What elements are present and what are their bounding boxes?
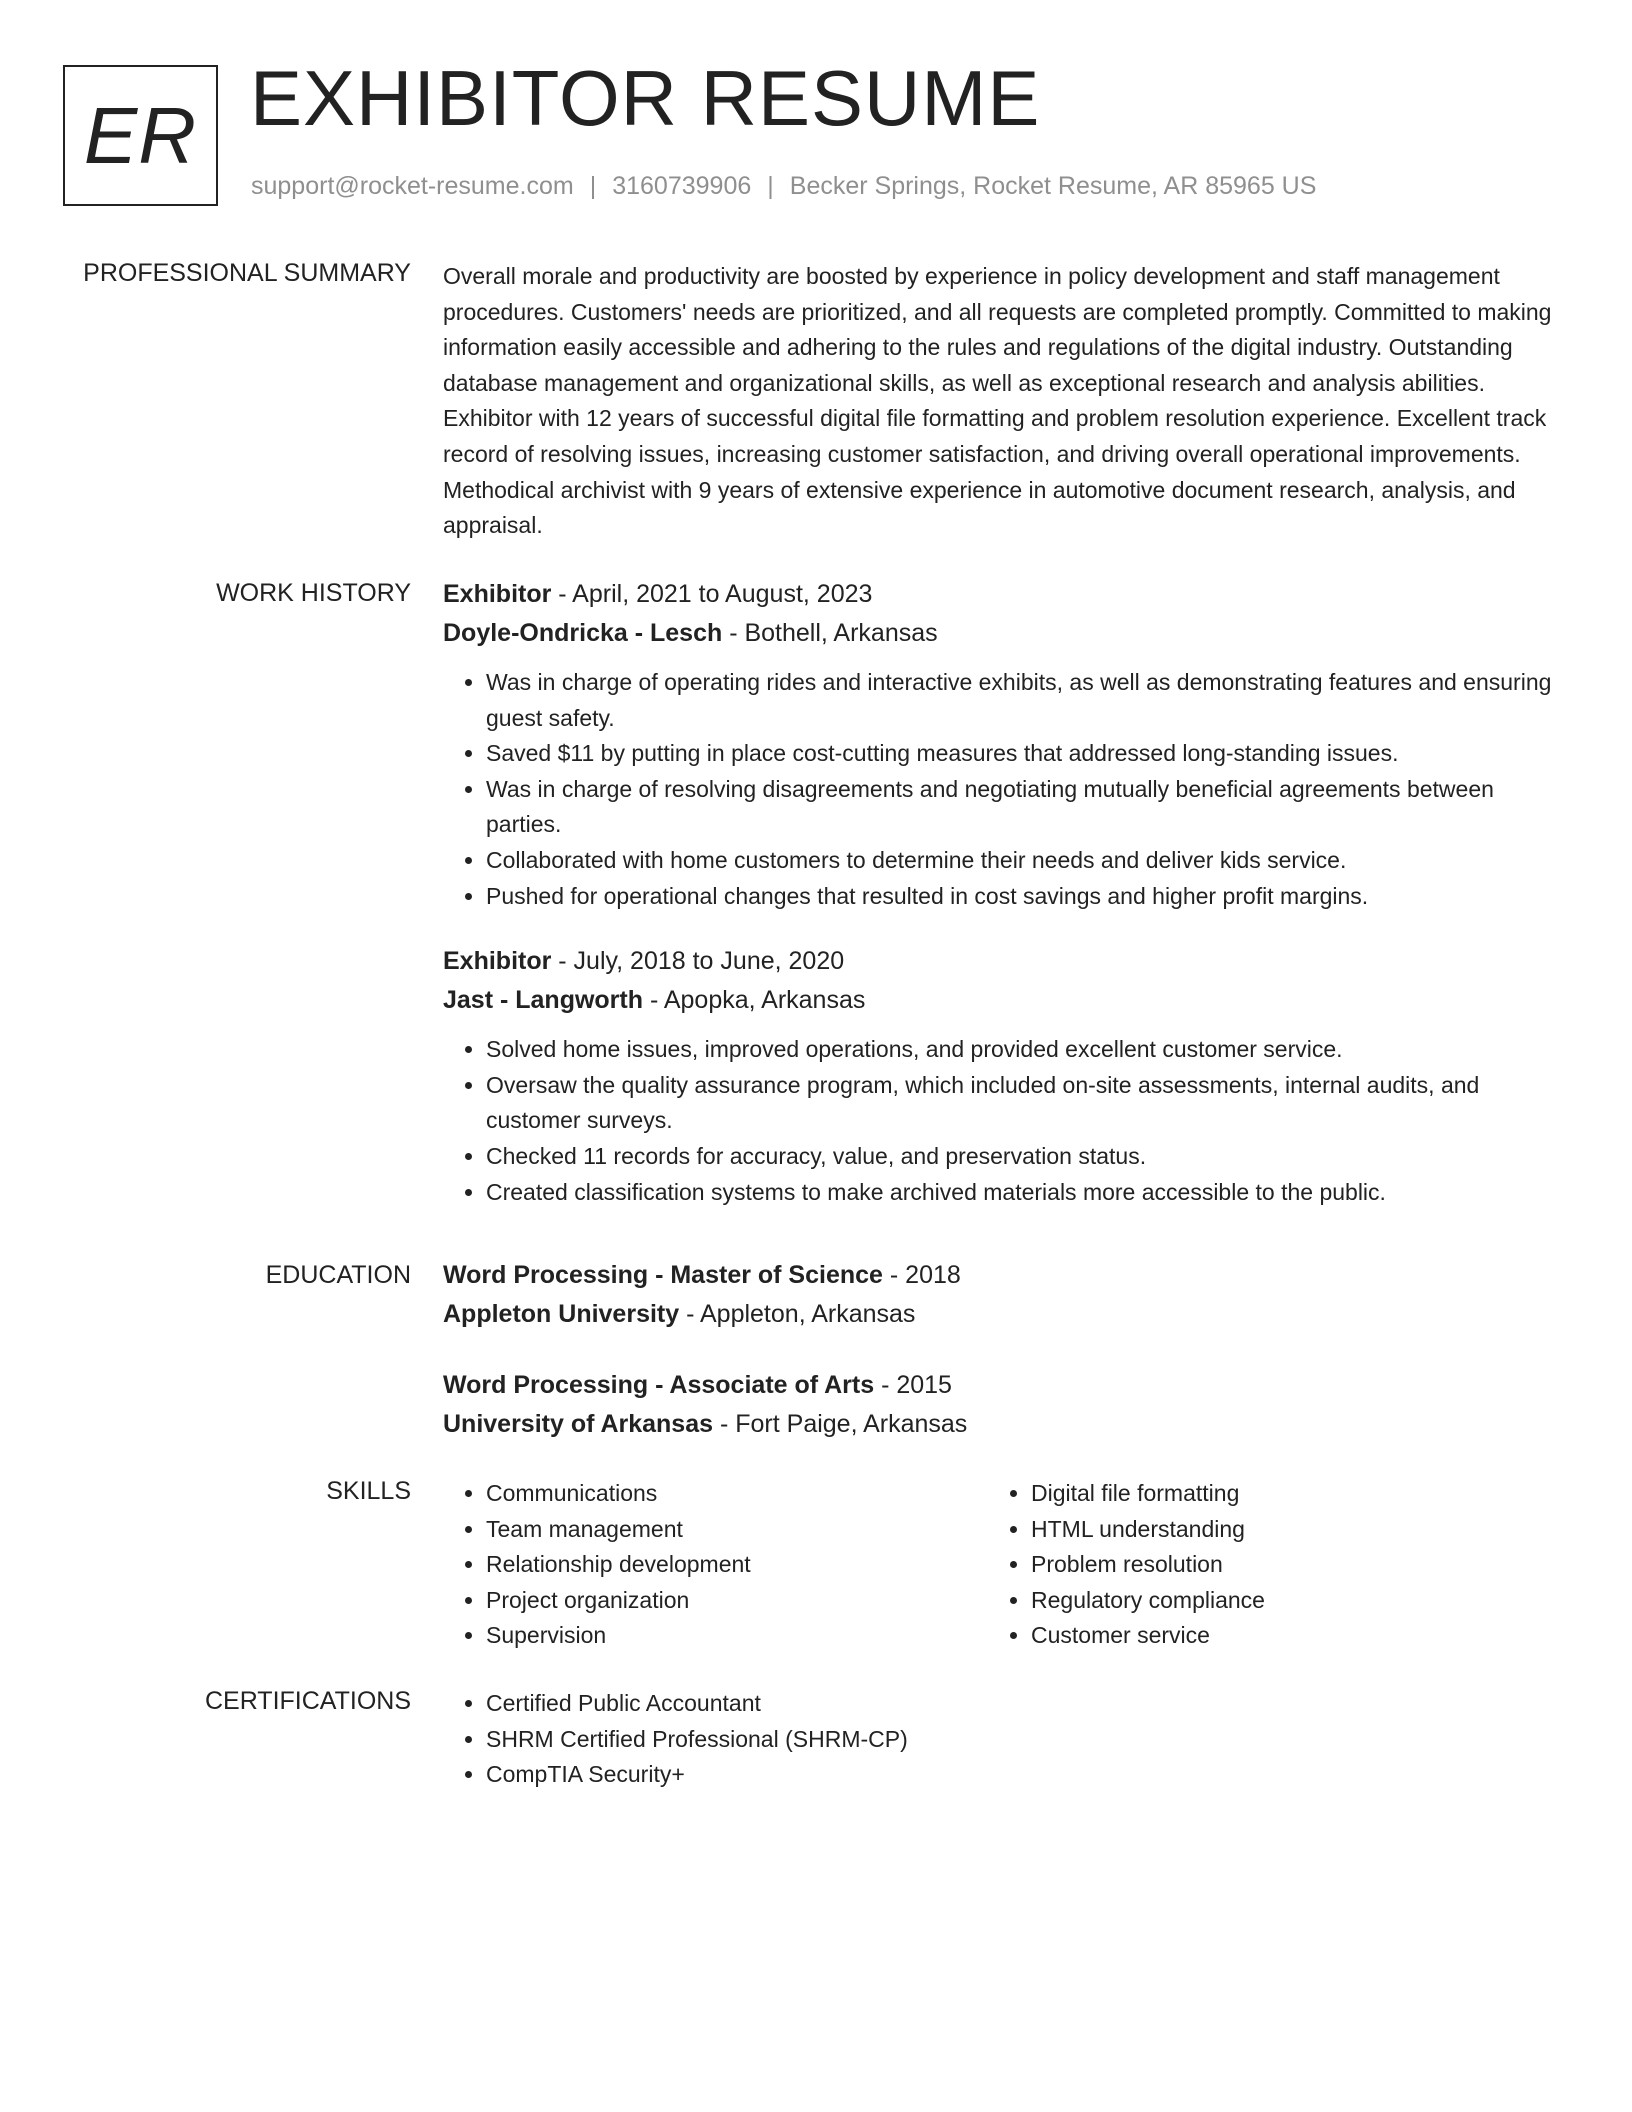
job-bullet: • Created classification systems to make archived materials more accessible to the public. <box>486 1175 1555 1211</box>
education-school-line <box>443 1295 1555 1334</box>
skill-item: • HTML understanding <box>1031 1512 1533 1548</box>
skills-heading: SKILLS <box>326 1477 411 1505</box>
summary-text: Overall morale and productivity are boosted by experience in policy development and staff management procedures. Customers' needs are prioritized, and all requests are completed promptly. Committed to making information easily accessible and adhering to the rules and regulations of the digital industry. Outstanding database management and organizational skills, as well as exceptional research and analysis abilities. Exhibitor with 12 years of successful digital file formatting and problem resolution experience. Excellent track record of resolving issues, increasing customer satisfaction, and driving overall operational improvements. Methodical archivist with 9 years of extensive experience in automotive document research, analysis, and appraisal. <box>443 263 1552 539</box>
skill-item: • Regulatory compliance <box>1031 1583 1533 1619</box>
skills-grid <box>443 1476 1555 1654</box>
skills-body <box>443 1476 1555 1654</box>
education-location: - Fort Paige, Arkansas <box>713 1410 968 1438</box>
education-degree: Word Processing - Master of Science <box>443 1261 883 1289</box>
education-heading: EDUCATION <box>265 1261 411 1289</box>
job-title-line <box>443 575 1555 614</box>
work-history-body <box>443 575 1555 1210</box>
skill-item: • Team management <box>486 1512 988 1548</box>
skills-column-left <box>443 1476 988 1654</box>
monogram-box <box>63 65 218 206</box>
skill-item: • Communications <box>486 1476 988 1512</box>
certifications-body <box>443 1686 1555 1793</box>
job-location: - Apopka, Arkansas <box>643 986 866 1015</box>
job-bullet: • Collaborated with home customers to determine their needs and deliver kids service. <box>486 843 1555 879</box>
monogram-initials: ER <box>83 90 198 180</box>
education-degree-line <box>443 1256 1555 1295</box>
contact-address: Becker Springs, Rocket Resume, AR 85965 US <box>789 172 1317 200</box>
skills-list-right <box>988 1476 1533 1654</box>
job-bullet: • Checked 11 records for accuracy, value, and preservation status. <box>486 1139 1555 1175</box>
job-title: Exhibitor <box>443 580 552 608</box>
job-bullet: • Oversaw the quality assurance program, which included on-site assessments, internal audits, and customer surveys. <box>486 1068 1555 1139</box>
skill-item: • Project organization <box>486 1583 988 1619</box>
job-location: - Bothell, Arkansas <box>722 619 938 647</box>
skill-item: • Customer service <box>1031 1618 1533 1654</box>
certification-item: • Certified Public Accountant <box>486 1686 1555 1722</box>
education-degree: Word Processing - Associate of Arts <box>443 1371 875 1399</box>
job-company-line <box>443 614 1555 653</box>
education-school: Appleton University <box>443 1300 680 1328</box>
job-title: Exhibitor <box>443 947 552 976</box>
job-entry <box>443 575 1555 914</box>
job-bullet: • Solved home issues, improved operations, and provided excellent customer service. <box>486 1032 1555 1068</box>
job-bullets <box>443 1032 1555 1210</box>
certifications-heading: CERTIFICATIONS <box>204 1687 411 1715</box>
education-school: University of Arkansas <box>443 1410 714 1438</box>
education-degree-line <box>443 1366 1555 1405</box>
contact-separator: | <box>767 172 774 200</box>
skill-item: • Relationship development <box>486 1547 988 1583</box>
job-bullet: • Was in charge of operating rides and interactive exhibits, as well as demonstrating features and ensuring guest safety. <box>486 665 1555 736</box>
job-dates: - July, 2018 to June, 2020 <box>551 947 845 976</box>
education-year: - 2018 <box>882 1261 961 1289</box>
summary-heading: PROFESSIONAL SUMMARY <box>83 259 411 287</box>
job-company: Doyle-Ondricka - Lesch <box>443 619 723 647</box>
contact-email: support@rocket-resume.com <box>251 172 574 200</box>
job-bullet: • Pushed for operational changes that resulted in cost savings and higher profit margins. <box>486 879 1555 915</box>
contact-separator: | <box>589 172 597 200</box>
job-bullet: • Saved $11 by putting in place cost-cutting measures that addressed long-standing issues. <box>486 736 1555 772</box>
education-location: - Appleton, Arkansas <box>679 1300 916 1328</box>
work-history-heading: WORK HISTORY <box>216 579 411 607</box>
certification-item: • SHRM Certified Professional (SHRM-CP) <box>486 1722 1555 1758</box>
education-school-line <box>443 1405 1555 1444</box>
skill-item: • Supervision <box>486 1618 988 1654</box>
education-entry <box>443 1366 1555 1444</box>
education-year: - 2015 <box>874 1371 952 1399</box>
contact-line <box>251 172 1316 201</box>
certification-item: • CompTIA Security+ <box>486 1757 1555 1793</box>
skills-column-right <box>988 1476 1533 1654</box>
education-entry <box>443 1256 1555 1334</box>
job-title-line <box>443 942 1555 981</box>
contact-phone: 3160739906 <box>612 172 752 200</box>
skills-list-left <box>443 1476 988 1654</box>
job-dates: - April, 2021 to August, 2023 <box>551 580 873 608</box>
skill-item: • Digital file formatting <box>1031 1476 1533 1512</box>
job-bullet: • Was in charge of resolving disagreements and negotiating mutually beneficial agreements between parties. <box>486 772 1555 843</box>
job-company: Jast - Langworth <box>443 986 644 1015</box>
summary-body <box>443 259 1555 544</box>
resume-title: EXHIBITOR RESUME <box>250 54 1041 142</box>
education-body <box>443 1256 1555 1444</box>
job-entry <box>443 942 1555 1210</box>
job-bullets <box>443 665 1555 914</box>
job-company-line <box>443 981 1555 1020</box>
skill-item: • Problem resolution <box>1031 1547 1533 1583</box>
certifications-list <box>443 1686 1555 1793</box>
